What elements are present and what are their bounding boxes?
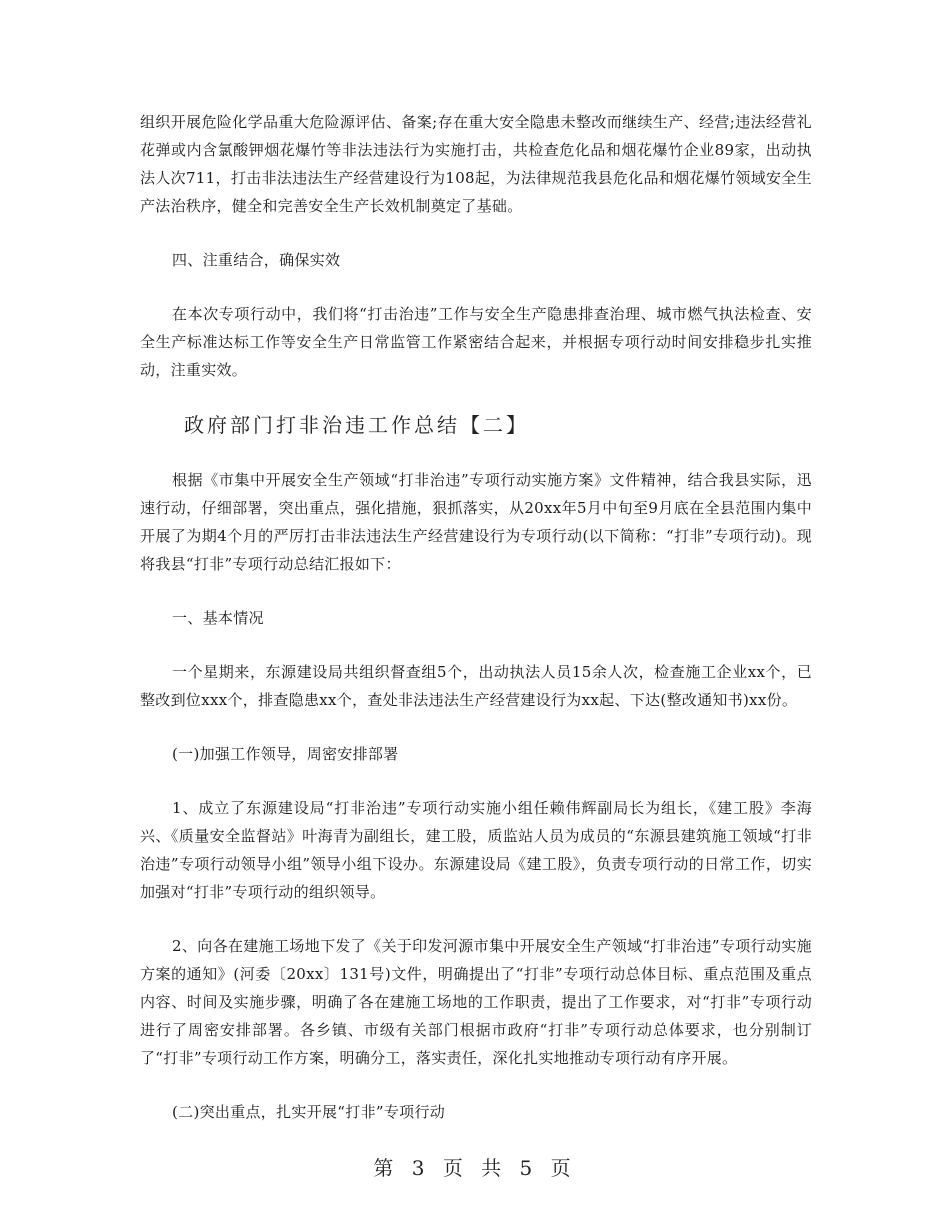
section-title: 政府部门打非治违工作总结【二】	[184, 413, 529, 437]
paragraph-hazard-inspection: 组织开展危险化学品重大危险源评估、备案;存在重大安全隐患未整改而继续生产、经营;违法经营礼花弹或内含氯酸钾烟花爆竹等非法违法行为实施打击，共检查危化品和烟花爆竹企业89家，出动执法人次711，打击非法违法生产经营建设行为108起，为法律规范我县危化品和烟花爆竹领域安全生产法治秩序，健全和完善安全生产长效机制奠定了基础。	[140, 113, 812, 215]
subheading-leadership: (一)加强工作领导，周密安排部署	[172, 745, 399, 763]
document-body	[140, 108, 812, 1152]
paragraph-basic-situation: 一个星期来，东源建设局共组织督查组5个，出动执法人员15余人次，检查施工企业xx个，已整改到位xxx个，排查隐患xx个，查处非法违法生产经营建设行为xx起、下达(整改通知书)xx份。	[140, 663, 812, 709]
subheading-key-points: (二)突出重点，扎实开展“打非”专项行动	[172, 1103, 446, 1121]
paragraph-intro: 根据《市集中开展安全生产领域“打非治违”专项行动实施方案》文件精神，结合我县实际，迅速行动，仔细部署，突出重点，强化措施，狠抓落实，从20xx年5月中旬至9月底在全县范围内集中开展了为期4个月的严厉打击非法违法生产经营建设行为专项行动(以下简称：“打非”专项行动)。现将我县“打非”专项行动总结汇报如下：	[140, 471, 812, 573]
list-item-leading-group: 1、成立了东源建设局“打非治违”专项行动实施小组任赖伟辉副局长为组长，《建工股》李海兴、《质量安全监督站》叶海青为副组长，建工股，质监站人员为成员的“东源县建筑施工领域“打非治违”专项行动领导小组”领导小组下设办。东源建设局《建工股》，负责专项行动的日常工作，切实加强对“打非”专项行动的组织领导。	[140, 799, 812, 901]
heading-basic-situation: 一、基本情况	[172, 609, 264, 627]
paragraph-combined-efforts: 在本次专项行动中，我们将“打击治违”工作与安全生产隐患排查治理、城市燃气执法检查、安全生产标准达标工作等安全生产日常监管工作紧密结合起来，并根据专项行动时间安排稳步扎实推动，注重实效。	[140, 305, 812, 379]
page-number-footer: 第 3 页 共 5 页	[373, 1156, 577, 1180]
heading-section-four: 四、注重结合，确保实效	[172, 251, 341, 269]
list-item-notice-issued: 2、向各在建施工场地下发了《关于印发河源市集中开展安全生产领域“打非治违”专项行动实施方案的通知》(河委〔20xx〕131号)文件，明确提出了“打非”专项行动总体目标、重点范围及重点内容、时间及实施步骤，明确了各在建施工场地的工作职责，提出了工作要求，对“打非”专项行动进行了周密安排部署。各乡镇、市级有关部门根据市政府“打非”专项行动总体要求，也分别制订了“打非”专项行动工作方案，明确分工，落实责任，深化扎实地推动专项行动有序开展。	[140, 937, 812, 1067]
